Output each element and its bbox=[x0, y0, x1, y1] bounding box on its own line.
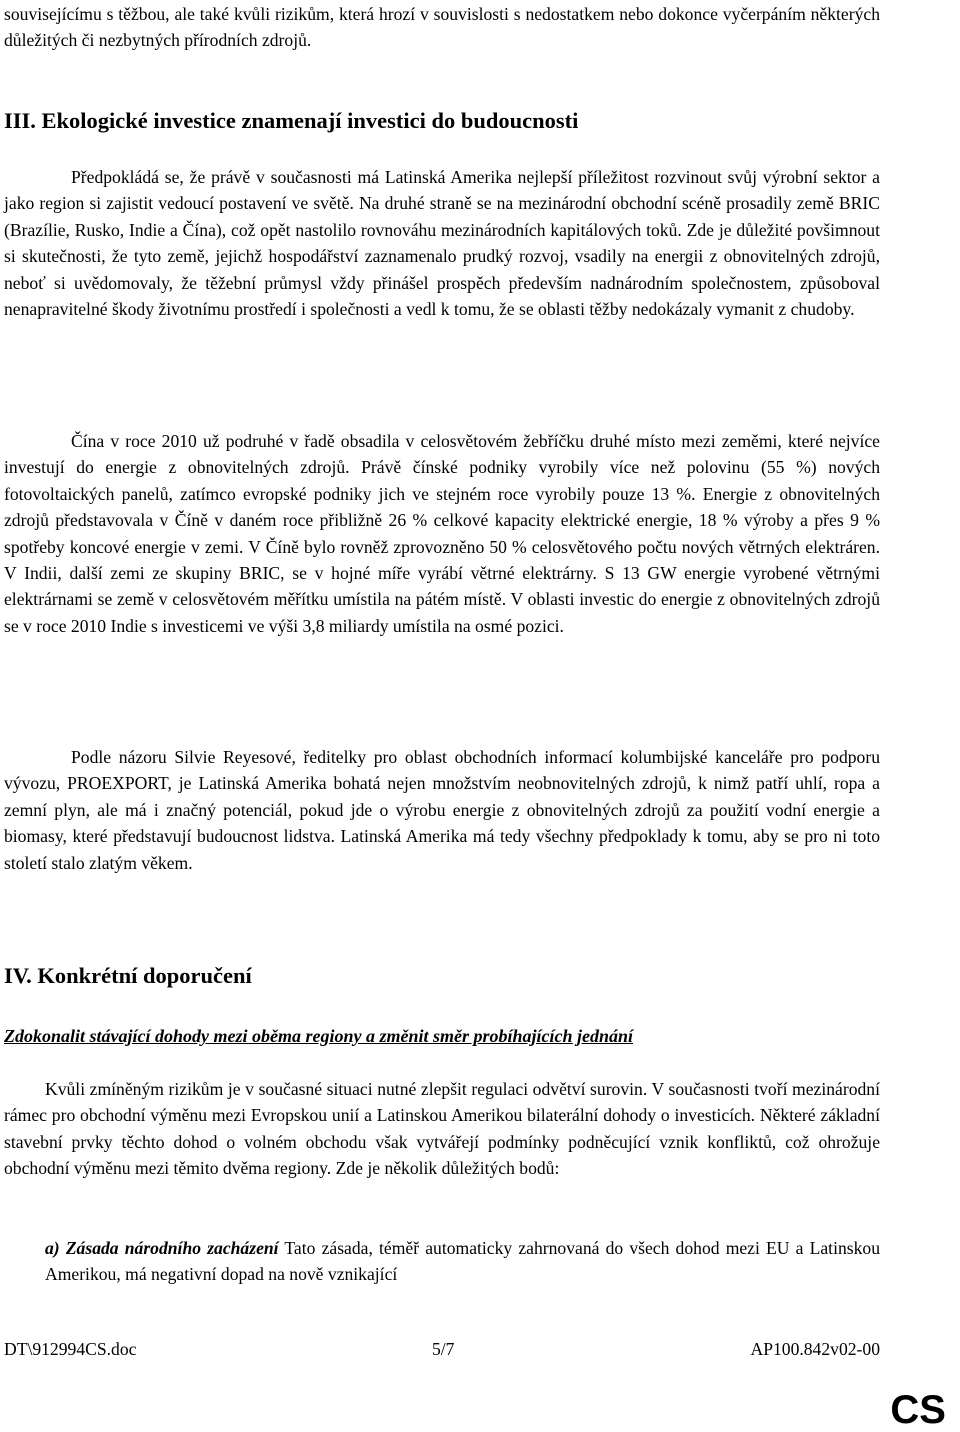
paragraph-china-investment: Čína v roce 2010 už podruhé v řadě obsadila v celosvětovém žebříčku druhé místo mezi zeměmi, které nejvíce investují do energie z obnovitelných zdrojů. Právě čínské podniky vyrobily více než polovinu (55 %) nových fotovoltaických panelů, zatímco evropské podniky jich ve stejném roce vyrobily pouze 13 %. Energie z obnovitelných zdrojů představovala v Číně v daném roce přibližně 26 % celkové kapacity elektrické energie, 18 % výroby a přes 9 % spotřeby koncové energie v zemi. V Číně bylo rovněž zprovozněno 50 % celosvětového počtu nových větrných elektráren. V Indii, další zemi ze skupiny BRIC, se v hojné míře vyrábí větrné elektrárny. S 13 GW energie vyrobené větrnými elektrárnami se země v celosvětovém měřítku umístila na pátém místě. V oblasti investic do energie z obnovitelných zdrojů se v roce 2010 Indie s investicemi ve výši 3,8 miliardy umístila na osmé pozici. bbox=[4, 431, 880, 636]
paragraph-latin-america-opportunity: Předpokládá se, že právě v současnosti má Latinská Amerika nejlepší příležitost rozvinout svůj výrobní sektor a jako region si zajistit vedoucí postavení ve světě. Na druhé straně se na mezinárodní obchodní scéně prosadily země BRIC (Brazílie, Rusko, Indie a Čína), což opět nastolilo rovnováhu mezinárodních kapitálových toků. Zde je důležité povšimnout si skutečnosti, že tyto země, jejichž hospodářství zaznamenalo prudký rozvoj, vsadily na energii z obnovitelných zdrojů, neboť si uvědomovaly, že těžební průmysl vždy přinášel prospěch především nadnárodním společnostem, způsoboval nenapravitelné škody životnímu prostředí i společnosti a vedl k tomu, že se oblasti těžby nedokázaly vymanit z chudoby. bbox=[4, 167, 880, 320]
list-item-a-text: Tato zásada, téměř automaticky zahrnovaná do všech dohod mezi EU a Latinskou Amerikou, má negativní dopad na nově vznikající bbox=[45, 1238, 880, 1285]
page-footer bbox=[4, 1336, 880, 1362]
list-item-a-lead: a) Zásada národního zacházení bbox=[45, 1238, 279, 1258]
footer-page-number: 5/7 bbox=[432, 1339, 455, 1359]
subheading-improve-agreements: Zdokonalit stávající dohody mezi oběma regiony a změnit směr probíhajících jednání bbox=[4, 1026, 634, 1046]
paragraph-reyes-opinion: Podle názoru Silvie Reyesové, ředitelky pro oblast obchodních informací kolumbijské kanceláře pro podporu vývozu, PROEXPORT, je Latinská Amerika bohatá nejen množstvím neobnovitelných zdrojů, k nimž patří uhlí, ropa a zemní plyn, ale má i značný potenciál, pokud jde o výrobu energie z obnovitelných zdrojů za použití vodní energie a biomasy, které představují budoucnost lidstva. Latinská Amerika má tedy všechny předpoklady k tomu, aby se pro ni toto století stalo zlatým věkem. bbox=[4, 747, 880, 873]
language-tag: CS bbox=[890, 1388, 946, 1432]
paragraph-continuation: souvisejícímu s těžbou, ale také kvůli rizikům, která hrozí v souvislosti s nedostatkem nebo dokonce vyčerpáním některých důležitých či nezbytných přírodních zdrojů. bbox=[4, 4, 880, 51]
list-item-a bbox=[45, 1235, 880, 1288]
footer-reference: AP100.842v02-00 bbox=[750, 1339, 880, 1359]
section-heading-iv: IV. Konkrétní doporučení bbox=[4, 963, 252, 988]
section-heading-iii: III. Ekologické investice znamenají investici do budoucnosti bbox=[4, 108, 579, 133]
footer-document-id: DT\912994CS.doc bbox=[4, 1339, 137, 1359]
paragraph-regulation: Kvůli zmíněným rizikům je v současné situaci nutné zlepšit regulaci odvětví surovin. V současnosti tvoří mezinárodní rámec pro obchodní výměnu mezi Evropskou unií a Latinskou Amerikou bilaterální dohody o investicích. Některé základní stavební prvky těchto dohod o volném obchodu však vytvářejí podmínky podněcující vznik konfliktů, což ohrožuje obchodní výměnu mezi těmito dvěma regiony. Zde je několik důležitých bodů: bbox=[4, 1079, 880, 1179]
